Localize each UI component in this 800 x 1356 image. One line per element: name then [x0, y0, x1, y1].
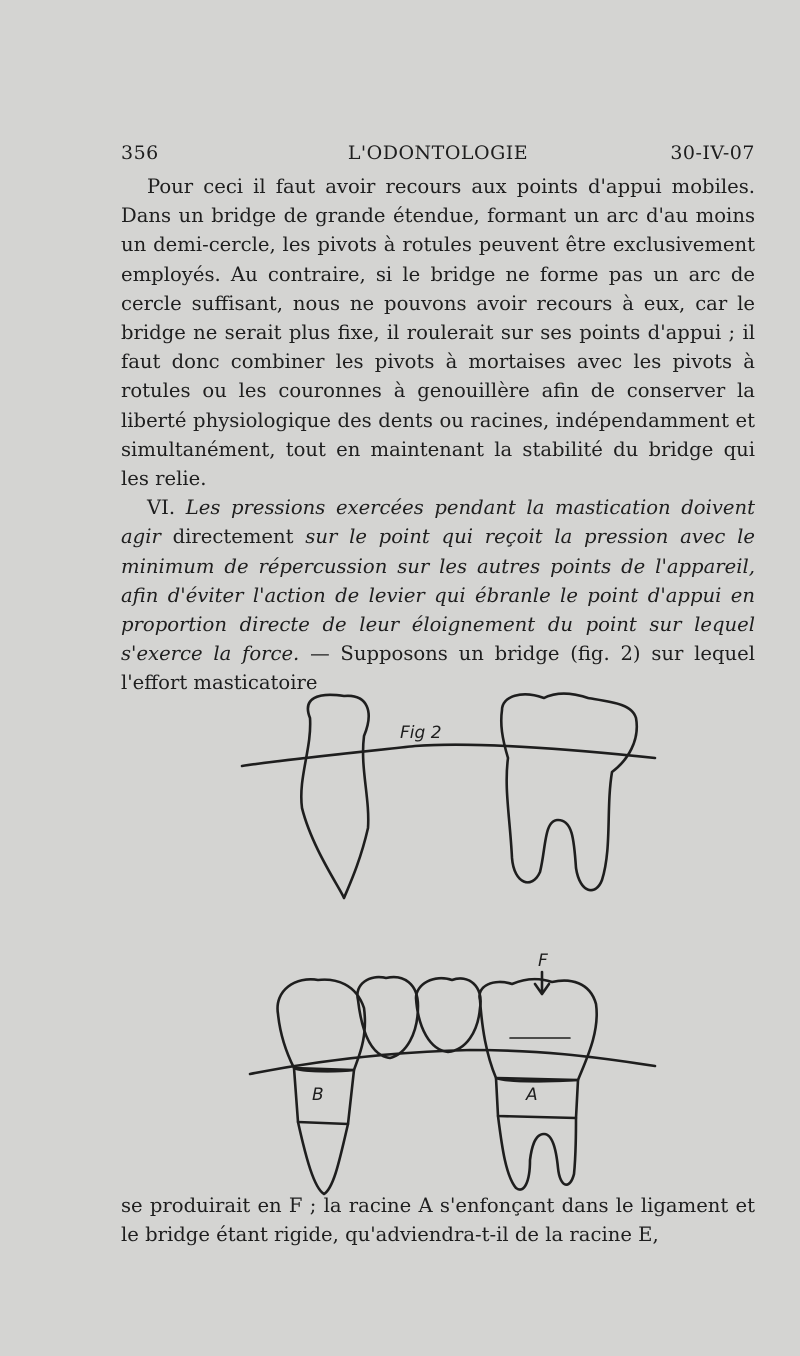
paragraph-points-appui: Pour ceci il faut avoir recours aux points d'appui mobiles. Dans un bridge de grande étendue, formant un arc d'au moins un demi-cercle, les pivots à rotules peuvent être exclusivement employés. Au contraire, si le bridge ne forme pas un arc de cercle suffisant, nous ne pouvons avoir recours à eux, car le bridge ne serait plus fixe, il roulerait sur ses points d'appui ; il faut donc combiner les pivots à mortaises avec les pivots à rotules ou les couronnes à genouillère afin de conserver la liberté physiologique des dents ou racines, indépendamment et simultanément, tout en maintenant la stabilité du bridge qui les relie.	[121, 175, 755, 491]
principle-numeral: VI.	[147, 496, 176, 520]
upper-diagram	[242, 694, 655, 899]
force-arrow	[535, 972, 549, 994]
principle-italic-a: Les pressions exercées pendant la mastication doivent agir	[121, 496, 755, 549]
upper-left-tooth	[301, 695, 368, 898]
paragraph-principle-vi	[121, 493, 755, 697]
figure-caption: Fig 2	[400, 723, 442, 743]
journal-title: L'ODONTOLOGIE	[347, 142, 529, 164]
page-number: 356	[121, 142, 159, 164]
issue-date: 30-IV-07	[670, 142, 755, 164]
tooth-A-root	[498, 1116, 576, 1190]
tooth-B-band	[294, 1068, 354, 1124]
principle-italic-b: sur le point qui reçoit la pression avec le minimum de répercussion sur les autres points de l'appareil, afin d'éviter l'action de levier qui ébranle le point d'appui en proportion directe de leur éloignement du point sur lequel s'exerce la force.	[121, 525, 756, 666]
tooth-B-label: B	[312, 1085, 324, 1105]
principle-roman-a: directement	[172, 525, 294, 549]
lower-diagram	[250, 951, 655, 1194]
upper-right-tooth	[501, 694, 637, 891]
tooth-A-label: A	[526, 1085, 538, 1105]
principle-roman-b: — Supposons un bridge (fig. 2) sur lequel l'effort masticatoire	[121, 642, 755, 695]
paragraph-continuation: se produirait en F ; la racine A s'enfonçant dans le ligament et le bridge étant rigide, qu'adviendra-t-il de la racine E,	[121, 1194, 755, 1247]
running-header	[121, 142, 755, 168]
upper-gum-line	[242, 745, 655, 766]
figure-2	[240, 688, 660, 1198]
tooth-B-root	[298, 1122, 348, 1194]
tooth-A-crown	[479, 979, 596, 1081]
body-text-top	[121, 172, 755, 698]
body-text-bottom	[121, 1191, 755, 1249]
force-label: F	[538, 951, 548, 971]
pontic-1	[357, 977, 418, 1058]
pontic-2	[416, 978, 481, 1052]
